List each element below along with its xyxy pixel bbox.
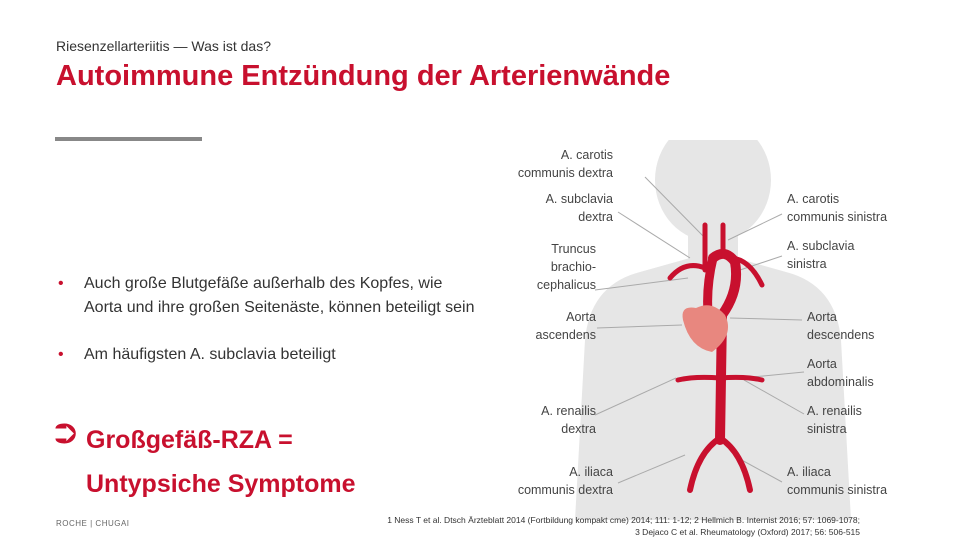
title-underline	[55, 137, 202, 141]
footer-brand: ROCHE | CHUGAI	[56, 519, 130, 528]
conclusion	[86, 418, 356, 506]
label-aorta-descendens: Aorta descendens	[807, 310, 875, 342]
label-iliaca-sinistra: A. iliaca communis sinistra	[787, 465, 888, 497]
bullet-dot-icon: •	[58, 275, 64, 292]
label-subclavia-sinistra: A. subclavia sinistra	[787, 239, 855, 271]
bullet-item: • Am häufigsten A. subclavia beteiligt	[58, 343, 478, 367]
arrow-right-circle-icon: ⮊	[55, 418, 77, 449]
bullet-item: • Auch große Blutgefäße außerhalb des Kopfes, wie Aorta und ihre großen Seitenäste, können beteiligt sein	[58, 272, 478, 320]
label-subclavia-dextra: A. subclavia dextra	[545, 192, 613, 224]
conclusion-line-2: Untypsiche Symptome	[86, 470, 356, 498]
artery-figure	[500, 140, 910, 520]
label-truncus: Truncus brachio- cephalicus	[536, 242, 596, 292]
label-aorta-ascendens: Aorta ascendens	[535, 310, 596, 342]
label-renalis-dextra: A. renailis dextra	[541, 404, 596, 436]
label-aorta-abdominalis: Aorta abdominalis	[807, 357, 874, 389]
bullet-list	[58, 272, 478, 390]
references	[387, 514, 860, 538]
label-carotis-dextra: A. carotis communis dextra	[517, 148, 613, 180]
reference-line-2: 3 Dejaco C et al. Rheumatology (Oxford) 2017; 56: 506-515	[635, 527, 860, 537]
label-carotis-sinistra: A. carotis communis sinistra	[787, 192, 888, 224]
eyebrow: Riesenzellarteriitis — Was ist das?	[56, 38, 271, 54]
label-iliaca-dextra: A. iliaca communis dextra	[517, 465, 613, 497]
reference-line-1: 1 Ness T et al. Dtsch Ärzteblatt 2014 (Fortbildung kompakt cme) 2014; 111: 1-12; 2 Hellmich B. Internist 2016; 57: 1069-1078;	[387, 515, 860, 525]
label-renalis-sinistra: A. renailis sinistra	[807, 404, 862, 436]
page-title: Autoimmune Entzündung der Arterienwände	[56, 60, 671, 92]
bullet-dot-icon: •	[58, 346, 64, 363]
conclusion-line-1: Großgefäß-RZA =	[86, 426, 293, 454]
